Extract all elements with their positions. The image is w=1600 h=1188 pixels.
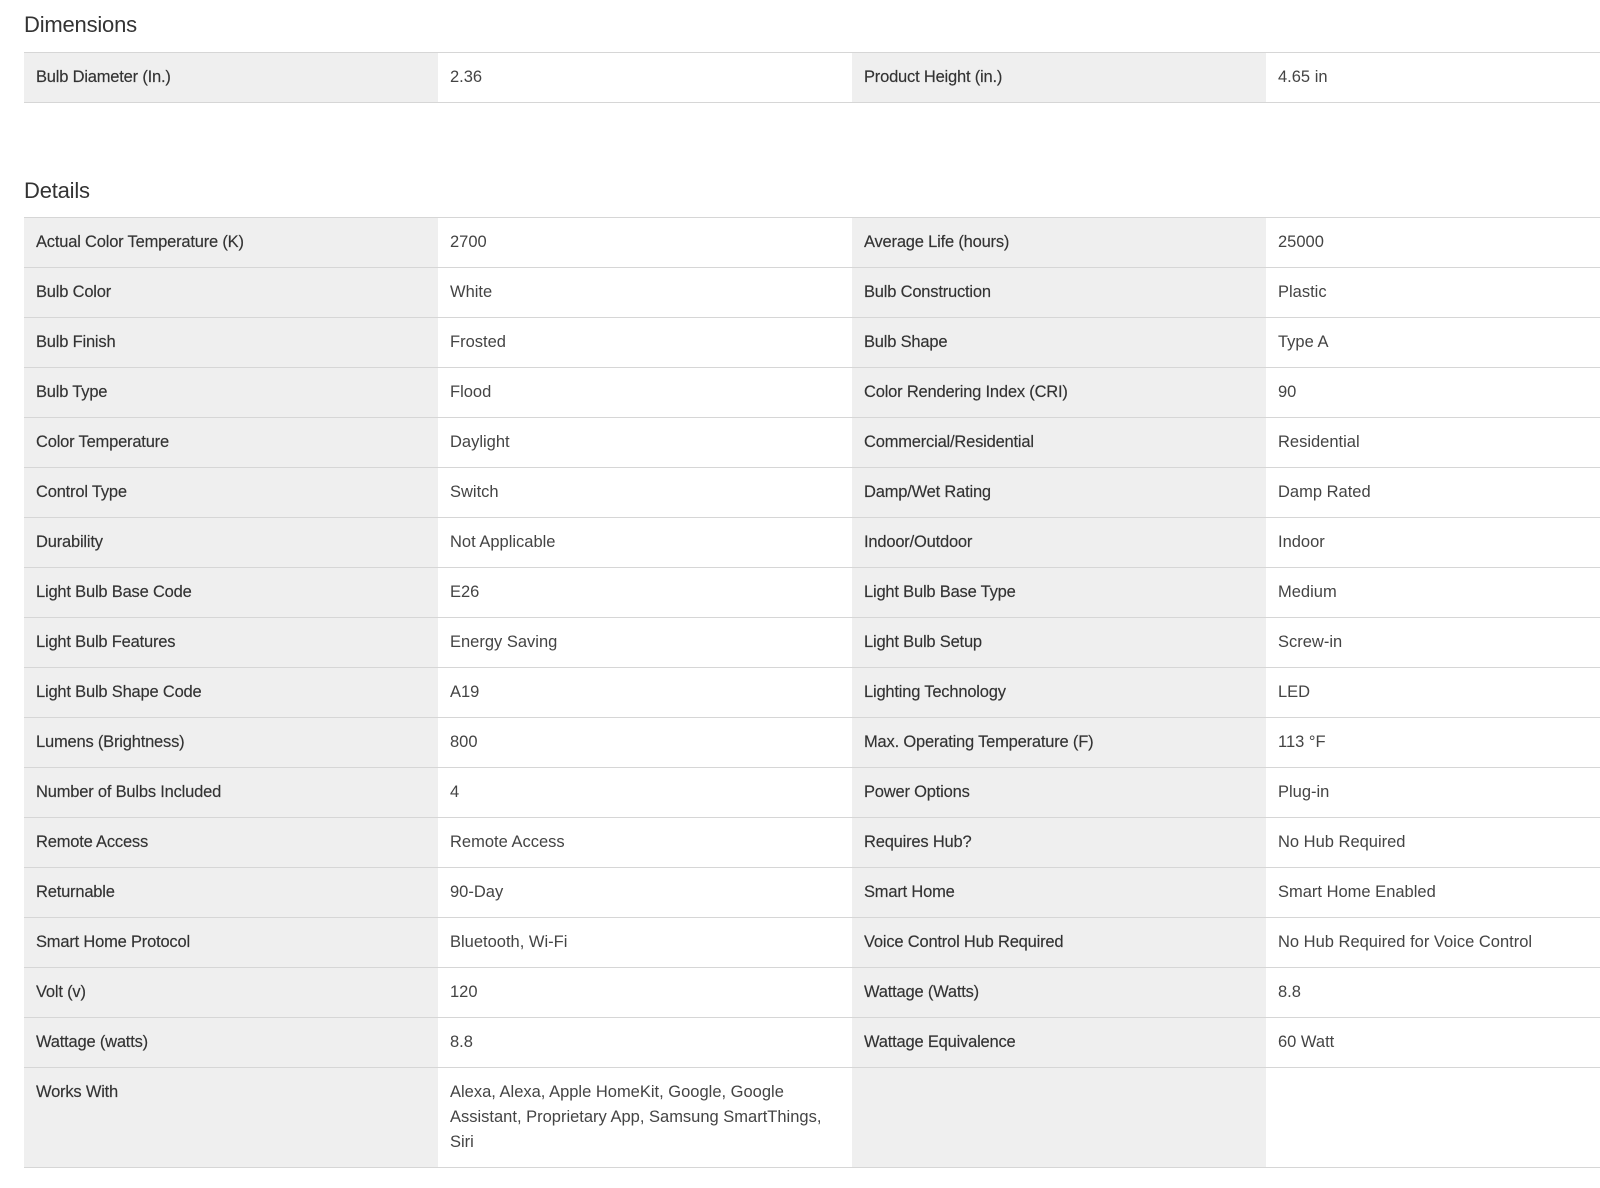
spec-value: 2.36	[438, 53, 852, 102]
spec-label: Wattage Equivalence	[852, 1018, 1266, 1067]
spec-label: Bulb Diameter (In.)	[24, 53, 438, 102]
spec-row	[24, 518, 1600, 568]
spec-label: Number of Bulbs Included	[24, 768, 438, 817]
spec-label: Wattage (watts)	[24, 1018, 438, 1067]
spec-label: Actual Color Temperature (K)	[24, 218, 438, 267]
spec-label	[852, 1068, 1266, 1167]
spec-value: Damp Rated	[1266, 468, 1600, 517]
spec-value: Smart Home Enabled	[1266, 868, 1600, 917]
spec-label: Product Height (in.)	[852, 53, 1266, 102]
spec-value: Alexa, Alexa, Apple HomeKit, Google, Google Assistant, Proprietary App, Samsung SmartThings, Siri	[438, 1068, 852, 1167]
spec-row	[24, 218, 1600, 268]
spec-value: 4.65 in	[1266, 53, 1600, 102]
spec-value: Plastic	[1266, 268, 1600, 317]
spec-value: 4	[438, 768, 852, 817]
spec-value: 90-Day	[438, 868, 852, 917]
spec-row	[24, 1068, 1600, 1168]
spec-label: Average Life (hours)	[852, 218, 1266, 267]
spec-label: Commercial/Residential	[852, 418, 1266, 467]
spec-label: Light Bulb Base Type	[852, 568, 1266, 617]
spec-label: Control Type	[24, 468, 438, 517]
dimensions-heading: Dimensions	[24, 12, 137, 37]
spec-label: Indoor/Outdoor	[852, 518, 1266, 567]
spec-value: Frosted	[438, 318, 852, 367]
spec-label: Light Bulb Base Code	[24, 568, 438, 617]
spec-row	[24, 668, 1600, 718]
dimensions-table	[24, 52, 1600, 103]
spec-row	[24, 618, 1600, 668]
spec-value: 8.8	[438, 1018, 852, 1067]
spec-value: Not Applicable	[438, 518, 852, 567]
spec-row	[24, 268, 1600, 318]
spec-label: Durability	[24, 518, 438, 567]
spec-value: Type A	[1266, 318, 1600, 367]
spec-value: 2700	[438, 218, 852, 267]
spec-value: Remote Access	[438, 818, 852, 867]
spec-value: Screw-in	[1266, 618, 1600, 667]
spec-value: 800	[438, 718, 852, 767]
spec-row	[24, 968, 1600, 1018]
spec-value: Energy Saving	[438, 618, 852, 667]
spec-label: Bulb Type	[24, 368, 438, 417]
spec-value: Medium	[1266, 568, 1600, 617]
spec-row	[24, 768, 1600, 818]
spec-value: 90	[1266, 368, 1600, 417]
spec-row	[24, 918, 1600, 968]
spec-row	[24, 53, 1600, 103]
spec-value: Plug-in	[1266, 768, 1600, 817]
spec-label: Works With	[24, 1068, 438, 1167]
spec-value: No Hub Required	[1266, 818, 1600, 867]
spec-label: Bulb Construction	[852, 268, 1266, 317]
spec-label: Lumens (Brightness)	[24, 718, 438, 767]
details-table	[24, 217, 1600, 1168]
spec-value: A19	[438, 668, 852, 717]
spec-label: Color Temperature	[24, 418, 438, 467]
spec-label: Smart Home Protocol	[24, 918, 438, 967]
spec-row	[24, 868, 1600, 918]
spec-label: Max. Operating Temperature (F)	[852, 718, 1266, 767]
spec-value: 25000	[1266, 218, 1600, 267]
spec-row	[24, 818, 1600, 868]
spec-value: 8.8	[1266, 968, 1600, 1017]
spec-row	[24, 418, 1600, 468]
spec-label: Bulb Shape	[852, 318, 1266, 367]
spec-value: LED	[1266, 668, 1600, 717]
spec-value: 60 Watt	[1266, 1018, 1600, 1067]
spec-value: Flood	[438, 368, 852, 417]
spec-label: Lighting Technology	[852, 668, 1266, 717]
spec-row	[24, 468, 1600, 518]
spec-row	[24, 718, 1600, 768]
spec-value: 120	[438, 968, 852, 1017]
spec-value: Switch	[438, 468, 852, 517]
spec-label: Voice Control Hub Required	[852, 918, 1266, 967]
spec-row	[24, 368, 1600, 418]
spec-row	[24, 568, 1600, 618]
spec-value: Residential	[1266, 418, 1600, 467]
spec-label: Bulb Color	[24, 268, 438, 317]
spec-label: Color Rendering Index (CRI)	[852, 368, 1266, 417]
spec-label: Bulb Finish	[24, 318, 438, 367]
spec-label: Light Bulb Features	[24, 618, 438, 667]
spec-value: White	[438, 268, 852, 317]
spec-label: Power Options	[852, 768, 1266, 817]
spec-value: E26	[438, 568, 852, 617]
spec-label: Smart Home	[852, 868, 1266, 917]
spec-label: Remote Access	[24, 818, 438, 867]
spec-label: Damp/Wet Rating	[852, 468, 1266, 517]
spec-row	[24, 1018, 1600, 1068]
spec-label: Light Bulb Setup	[852, 618, 1266, 667]
details-heading: Details	[24, 178, 90, 203]
spec-value: Indoor	[1266, 518, 1600, 567]
spec-value: No Hub Required for Voice Control	[1266, 918, 1600, 967]
spec-value: 113 °F	[1266, 718, 1600, 767]
spec-value: Bluetooth, Wi-Fi	[438, 918, 852, 967]
spec-label: Requires Hub?	[852, 818, 1266, 867]
spec-label: Light Bulb Shape Code	[24, 668, 438, 717]
spec-value	[1266, 1068, 1600, 1167]
spec-row	[24, 318, 1600, 368]
spec-value: Daylight	[438, 418, 852, 467]
spec-label: Wattage (Watts)	[852, 968, 1266, 1017]
spec-label: Returnable	[24, 868, 438, 917]
spec-label: Volt (v)	[24, 968, 438, 1017]
